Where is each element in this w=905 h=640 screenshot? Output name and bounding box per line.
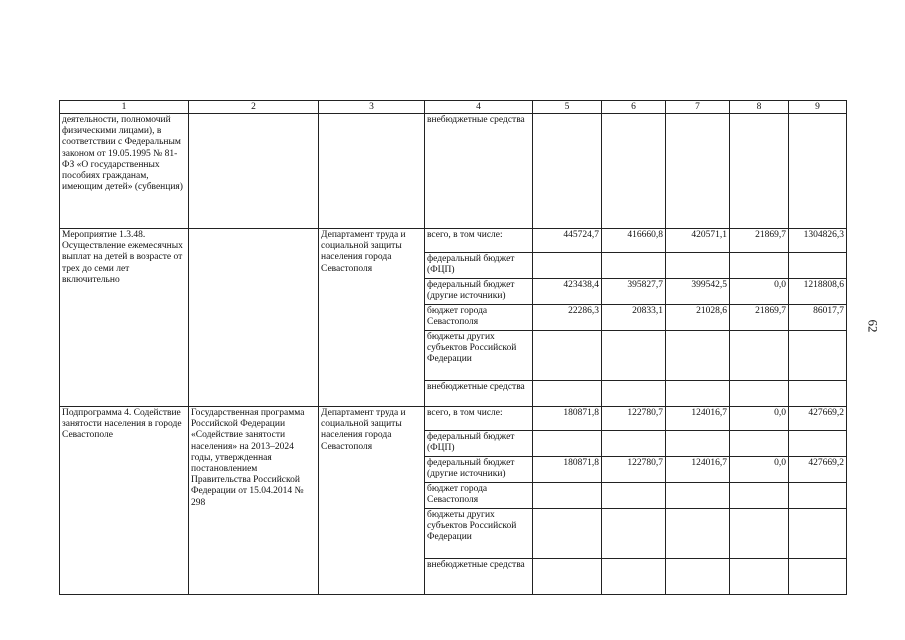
value-cell xyxy=(666,483,730,509)
value-cell xyxy=(789,431,847,457)
carryover-source: внебюджетные средства xyxy=(425,114,533,229)
value-cell xyxy=(666,381,730,407)
value-cell xyxy=(730,509,789,559)
carryover-program xyxy=(189,114,319,229)
value-cell xyxy=(602,381,666,407)
value-cell: 1218808,6 xyxy=(789,279,847,305)
value-cell xyxy=(602,331,666,381)
value-cell: 427669,2 xyxy=(789,407,847,431)
value-cell: 124016,7 xyxy=(666,457,730,483)
col-header-9: 9 xyxy=(789,101,847,114)
col-header-4: 4 xyxy=(425,101,533,114)
value-cell xyxy=(602,483,666,509)
value-cell xyxy=(602,559,666,595)
subprogram-description: Подпрограмма 4. Содействие занятости населения в городе Севастополе xyxy=(60,407,189,595)
funding-table xyxy=(59,100,847,595)
value-cell: 445724,7 xyxy=(533,229,602,253)
col-header-2: 2 xyxy=(189,101,319,114)
value-cell xyxy=(730,431,789,457)
value-cell: 416660,8 xyxy=(602,229,666,253)
source-cell: бюджет города Севастополя xyxy=(425,305,533,331)
col-header-1: 1 xyxy=(60,101,189,114)
value-cell: 399542,5 xyxy=(666,279,730,305)
source-cell: бюджеты других субъектов Российской Федерации xyxy=(425,331,533,381)
value-cell: 180871,8 xyxy=(533,407,602,431)
subprogram-executor: Департамент труда и социальной защиты населения города Севастополя xyxy=(319,407,425,595)
value-cell xyxy=(666,253,730,279)
table-row xyxy=(60,407,847,431)
value-cell xyxy=(730,483,789,509)
table-row xyxy=(60,114,847,229)
measure-executor: Департамент труда и социальной защиты населения города Севастополя xyxy=(319,229,425,407)
measure-description: Мероприятие 1.3.48. Осуществление ежемесячных выплат на детей в возрасте от трех до семи лет включительно xyxy=(60,229,189,407)
value-cell: 0,0 xyxy=(730,407,789,431)
col-header-5: 5 xyxy=(533,101,602,114)
value-cell xyxy=(533,559,602,595)
value-cell xyxy=(730,381,789,407)
col-header-7: 7 xyxy=(666,101,730,114)
source-cell: бюджет города Севастополя xyxy=(425,483,533,509)
value-cell xyxy=(533,331,602,381)
source-cell: федеральный бюджет (другие источники) xyxy=(425,457,533,483)
value-cell xyxy=(789,483,847,509)
value-cell xyxy=(602,509,666,559)
carryover-description: деятельности, полномочий физическими лицами), в соответствии с Федеральным законом от 19.05.1995 № 81-ФЗ «О государственных пособиях гражданам, имеющим детей» (субвенция) xyxy=(60,114,189,229)
value-cell: 21869,7 xyxy=(730,305,789,331)
value-cell: 124016,7 xyxy=(666,407,730,431)
col-header-8: 8 xyxy=(730,101,789,114)
value-cell xyxy=(730,331,789,381)
measure-program xyxy=(189,229,319,407)
value-cell xyxy=(602,253,666,279)
value-cell xyxy=(789,509,847,559)
col-header-3: 3 xyxy=(319,101,425,114)
carryover-executor xyxy=(319,114,425,229)
value-cell: 22286,3 xyxy=(533,305,602,331)
value-cell xyxy=(730,559,789,595)
source-cell: внебюджетные средства xyxy=(425,381,533,407)
value-cell: 0,0 xyxy=(730,457,789,483)
source-cell: федеральный бюджет (другие источники) xyxy=(425,279,533,305)
value-cell: 20833,1 xyxy=(602,305,666,331)
col-header-6: 6 xyxy=(602,101,666,114)
source-cell: внебюджетные средства xyxy=(425,559,533,595)
source-cell: всего, в том числе: xyxy=(425,407,533,431)
value-cell: 86017,7 xyxy=(789,305,847,331)
value-cell: 21869,7 xyxy=(730,229,789,253)
value-cell xyxy=(602,431,666,457)
value-cell: 21028,6 xyxy=(666,305,730,331)
value-cell xyxy=(730,253,789,279)
value-cell: 180871,8 xyxy=(533,457,602,483)
header-row xyxy=(60,101,847,114)
value-cell xyxy=(533,509,602,559)
subprogram-program: Государственная программа Российской Федерации «Содействие занятости населения» на 2013–2024 годы, утвержденная постановлением Правительства Российской Федерации от 15.04.2014 № 298 xyxy=(189,407,319,595)
value-cell: 427669,2 xyxy=(789,457,847,483)
value-cell: 122780,7 xyxy=(602,407,666,431)
value-cell xyxy=(533,253,602,279)
page-number: 62 xyxy=(865,319,881,333)
value-cell: 423438,4 xyxy=(533,279,602,305)
value-cell xyxy=(666,509,730,559)
table-row xyxy=(60,229,847,253)
source-cell: федеральный бюджет (ФЦП) xyxy=(425,253,533,279)
source-cell: бюджеты других субъектов Российской Федерации xyxy=(425,509,533,559)
value-cell: 395827,7 xyxy=(602,279,666,305)
value-cell xyxy=(789,331,847,381)
source-cell: федеральный бюджет (ФЦП) xyxy=(425,431,533,457)
value-cell xyxy=(789,381,847,407)
value-cell xyxy=(533,381,602,407)
value-cell: 1304826,3 xyxy=(789,229,847,253)
value-cell: 420571,1 xyxy=(666,229,730,253)
source-cell: всего, в том числе: xyxy=(425,229,533,253)
value-cell xyxy=(789,253,847,279)
value-cell: 0,0 xyxy=(730,279,789,305)
value-cell xyxy=(666,331,730,381)
value-cell xyxy=(533,431,602,457)
value-cell xyxy=(533,483,602,509)
value-cell xyxy=(789,559,847,595)
value-cell xyxy=(666,431,730,457)
value-cell: 122780,7 xyxy=(602,457,666,483)
value-cell xyxy=(666,559,730,595)
